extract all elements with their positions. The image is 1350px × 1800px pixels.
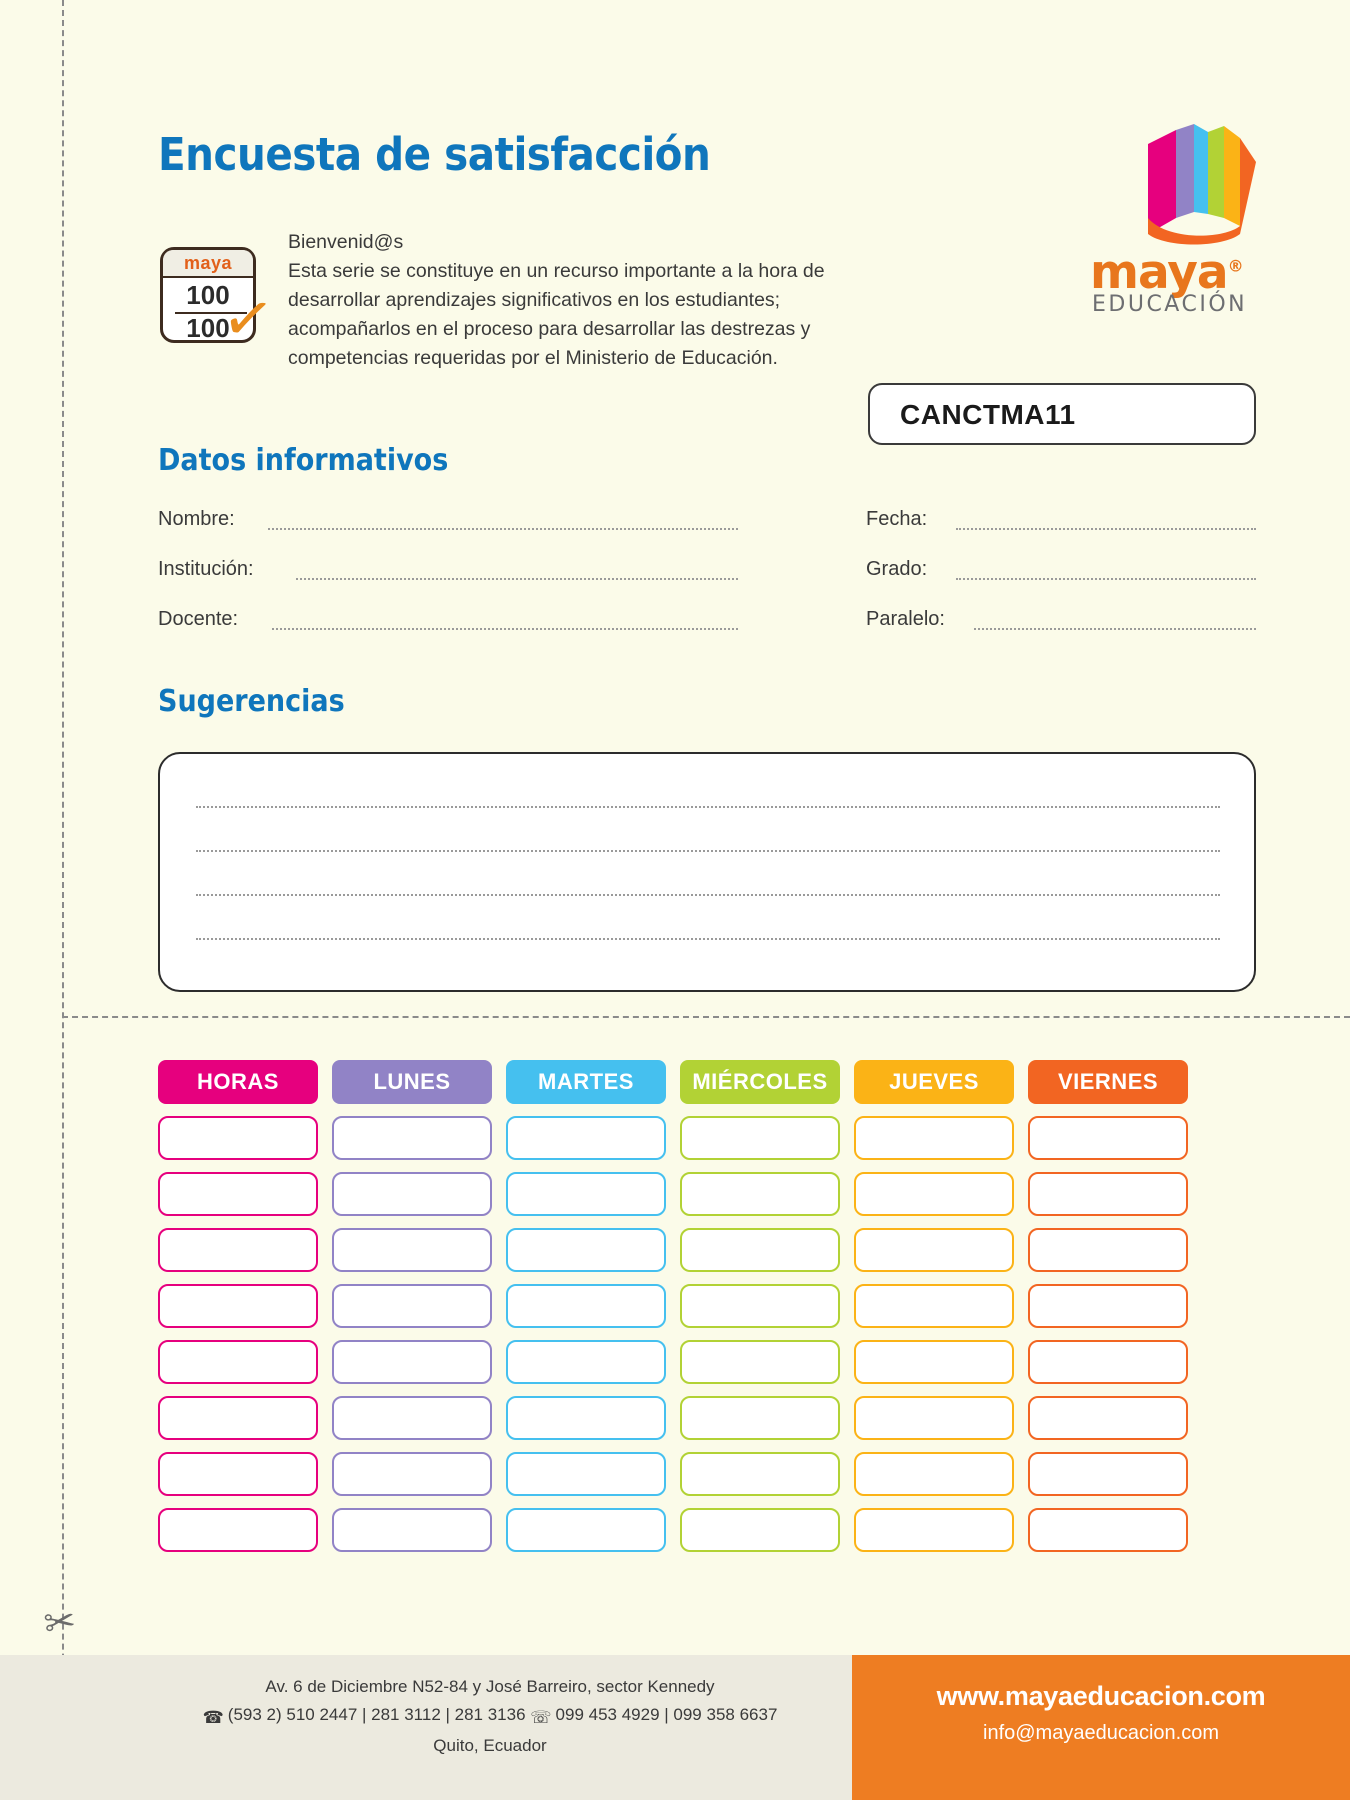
field-input-paralelo[interactable] (974, 628, 1256, 630)
logo-word-text: maya (1090, 245, 1228, 300)
field-label-nombre: Nombre: (158, 508, 235, 530)
field-label-paralelo: Paralelo: (866, 608, 945, 630)
schedule-header-horas: HORAS (158, 1060, 318, 1104)
field-label-docente: Docente: (158, 608, 239, 630)
suggestions-textarea[interactable] (158, 752, 1256, 992)
field-fecha (866, 508, 1256, 534)
schedule-cell-miércoles[interactable] (680, 1508, 840, 1552)
schedule-cell-horas[interactable] (158, 1396, 318, 1440)
schedule-cell-martes[interactable] (506, 1508, 666, 1552)
schedule-cell-jueves[interactable] (854, 1284, 1014, 1328)
schedule-row (158, 1340, 1188, 1384)
schedule-cell-viernes[interactable] (1028, 1396, 1188, 1440)
schedule-cell-martes[interactable] (506, 1340, 666, 1384)
schedule-cell-miércoles[interactable] (680, 1284, 840, 1328)
schedule-row (158, 1228, 1188, 1272)
schedule-cell-horas[interactable] (158, 1508, 318, 1552)
schedule-cell-martes[interactable] (506, 1452, 666, 1496)
schedule-cell-jueves[interactable] (854, 1396, 1014, 1440)
whatsapp-icon: ☏ (530, 1708, 552, 1727)
footer-email[interactable]: info@mayaeducacion.com (983, 1722, 1219, 1744)
schedule-cell-lunes[interactable] (332, 1340, 492, 1384)
schedule-cell-jueves[interactable] (854, 1340, 1014, 1384)
section-title-sugerencias: Sugerencias (158, 684, 345, 719)
suggestion-line (196, 938, 1220, 940)
schedule-cell-jueves[interactable] (854, 1228, 1014, 1272)
schedule-header-lunes: LUNES (332, 1060, 492, 1104)
suggestion-line (196, 850, 1220, 852)
logo-subtitle: EDUCACIÓN (1092, 292, 1248, 317)
seal-brand: maya (163, 250, 253, 278)
schedule-row (158, 1116, 1188, 1160)
footer-web-block (852, 1655, 1350, 1800)
field-input-nombre[interactable] (268, 528, 738, 530)
check-icon: ✓ (217, 278, 279, 359)
section-title-datos: Datos informativos (158, 443, 449, 478)
footer-contact (150, 1673, 830, 1760)
schedule-cell-miércoles[interactable] (680, 1228, 840, 1272)
schedule-cell-horas[interactable] (158, 1228, 318, 1272)
field-input-institucion[interactable] (296, 578, 738, 580)
field-label-institucion: Institución: (158, 558, 254, 580)
schedule-row (158, 1172, 1188, 1216)
schedule-cell-lunes[interactable] (332, 1172, 492, 1216)
footer-city: Quito, Ecuador (433, 1736, 547, 1755)
schedule-cell-viernes[interactable] (1028, 1340, 1188, 1384)
schedule-cell-horas[interactable] (158, 1116, 318, 1160)
field-input-grado[interactable] (956, 578, 1256, 580)
schedule-cell-viernes[interactable] (1028, 1228, 1188, 1272)
field-nombre (158, 508, 738, 534)
schedule-cell-lunes[interactable] (332, 1452, 492, 1496)
field-docente (158, 608, 738, 634)
schedule-cell-miércoles[interactable] (680, 1172, 840, 1216)
phone-icon: ☎ (202, 1708, 224, 1727)
schedule-cell-miércoles[interactable] (680, 1452, 840, 1496)
schedule-cell-horas[interactable] (158, 1172, 318, 1216)
field-input-fecha[interactable] (956, 528, 1256, 530)
footer (0, 1655, 1350, 1800)
schedule-cell-jueves[interactable] (854, 1452, 1014, 1496)
schedule-cell-horas[interactable] (158, 1340, 318, 1384)
cut-line-horizontal (62, 1016, 1350, 1018)
schedule-cell-lunes[interactable] (332, 1116, 492, 1160)
schedule-header-miércoles: MIÉRCOLES (680, 1060, 840, 1104)
schedule-cell-miércoles[interactable] (680, 1340, 840, 1384)
schedule-cell-jueves[interactable] (854, 1508, 1014, 1552)
schedule-row (158, 1284, 1188, 1328)
schedule-header-martes: MARTES (506, 1060, 666, 1104)
schedule-table (158, 1060, 1188, 1564)
scissors-icon: ✂ (41, 1599, 79, 1647)
schedule-cell-martes[interactable] (506, 1228, 666, 1272)
schedule-header-row (158, 1060, 1188, 1104)
schedule-header-jueves: JUEVES (854, 1060, 1014, 1104)
footer-mobiles: 099 453 4929 | 099 358 6637 (555, 1705, 778, 1724)
suggestion-line (196, 894, 1220, 896)
schedule-cell-martes[interactable] (506, 1396, 666, 1440)
field-institucion (158, 558, 738, 584)
field-paralelo (866, 608, 1256, 634)
schedule-cell-viernes[interactable] (1028, 1508, 1188, 1552)
field-grado (866, 558, 1256, 584)
footer-address: Av. 6 de Diciembre N52-84 y José Barreiro, sector Kennedy (265, 1677, 715, 1696)
seal-top-number: 100 (186, 280, 230, 310)
schedule-cell-lunes[interactable] (332, 1284, 492, 1328)
schedule-cell-miércoles[interactable] (680, 1116, 840, 1160)
schedule-row (158, 1396, 1188, 1440)
code-value: CANCTMA11 (900, 399, 1076, 430)
schedule-cell-lunes[interactable] (332, 1508, 492, 1552)
schedule-cell-martes[interactable] (506, 1172, 666, 1216)
schedule-cell-jueves[interactable] (854, 1172, 1014, 1216)
field-label-grado: Grado: (866, 558, 928, 580)
schedule-cell-viernes[interactable] (1028, 1172, 1188, 1216)
logo-registered-mark: ® (1227, 256, 1243, 276)
schedule-cell-horas[interactable] (158, 1452, 318, 1496)
schedule-cell-viernes[interactable] (1028, 1116, 1188, 1160)
welcome-block (288, 228, 828, 373)
schedule-cell-martes[interactable] (506, 1284, 666, 1328)
schedule-cell-horas[interactable] (158, 1284, 318, 1328)
suggestion-line (196, 806, 1220, 808)
welcome-text: Esta serie se constituye en un recurso importante a la hora de desarrollar aprendizajes significativos en los estudiantes; acompañarlos en el proceso para desarrollar las destrezas y competencias requeridas por el Ministerio de Educación. (288, 260, 825, 369)
seal-bottom-number: 100 (186, 313, 230, 343)
schedule-cell-lunes[interactable] (332, 1396, 492, 1440)
schedule-cell-lunes[interactable] (332, 1228, 492, 1272)
footer-website[interactable]: www.mayaeducacion.com (936, 1681, 1266, 1711)
schedule-header-viernes: VIERNES (1028, 1060, 1188, 1104)
schedule-row (158, 1508, 1188, 1552)
schedule-cell-viernes[interactable] (1028, 1452, 1188, 1496)
page-title: Encuesta de satisfacción (158, 128, 711, 181)
schedule-cell-viernes[interactable] (1028, 1284, 1188, 1328)
footer-phone-line (150, 1701, 830, 1732)
schedule-cell-miércoles[interactable] (680, 1396, 840, 1440)
code-box (868, 383, 1256, 445)
welcome-heading: Bienvenid@s (288, 231, 404, 253)
field-label-fecha: Fecha: (866, 508, 928, 530)
schedule-row (158, 1452, 1188, 1496)
schedule-cell-martes[interactable] (506, 1116, 666, 1160)
footer-phones: (593 2) 510 2447 | 281 3112 | 281 3136 (227, 1705, 526, 1724)
schedule-cell-jueves[interactable] (854, 1116, 1014, 1160)
field-input-docente[interactable] (272, 628, 738, 630)
